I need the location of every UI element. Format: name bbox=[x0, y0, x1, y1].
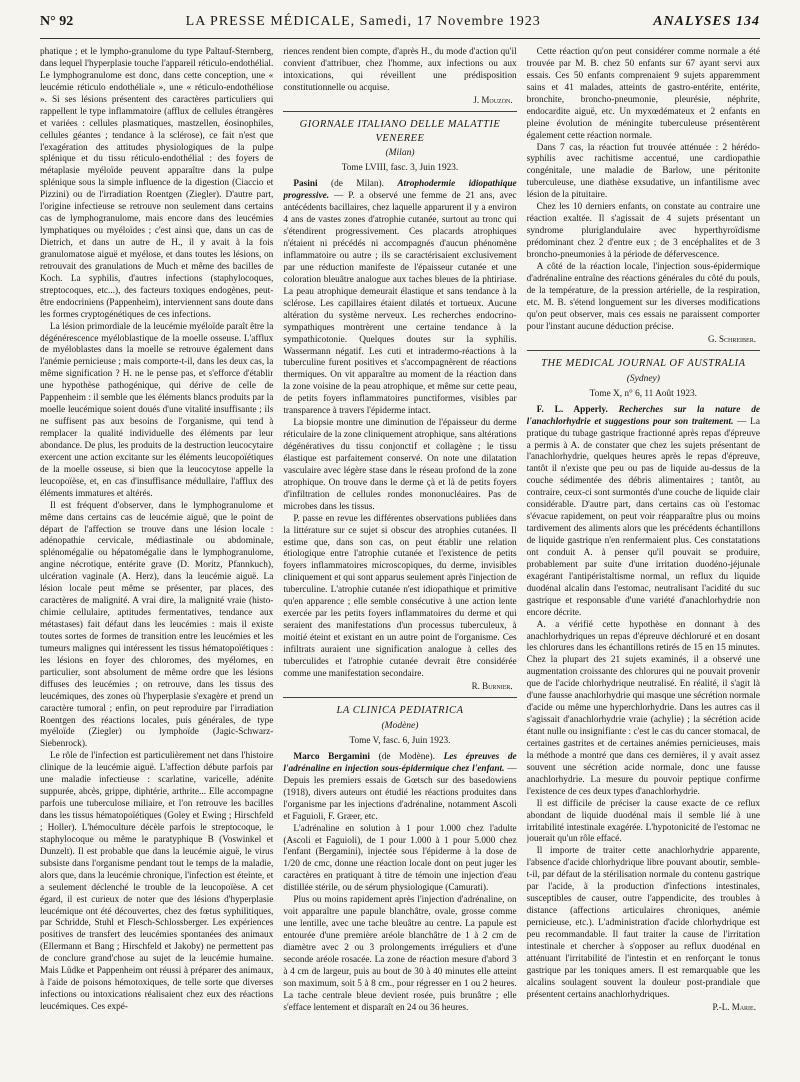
paragraph: Le rôle de l'infection est particulièrement net dans l'histoire clinique de la leucémie aiguë. L'affection débute parfois par une maladie infectieuse : scarlatine, varicelle, adénite suppurée, abcès, grippe, diphtérie, arthrite... Elle accompagne parfois une tuberculose miliaire, et l'on retrouve les bacilles dans les tissus hématopoïétiques (Goley et Ewing ; Hirschfeld ; Holler). L'hémoculture décèle parfois le streptocoque, le staphylocoque ou même le paratyphique B (Voswinkel et Dunzelt). Il est probable que dans la leucémie aiguë, le virus subsiste dans l'organisme pendant tout le temps de la maladie, alors que, dans la leucémie chronique, l'infection est éteinte, et a seulement déclenché le trouble de la leucopoïèse. A cet égard, il est curieux de noter que des lésions d'hyperplasie leucémique ont été découvertes, chez des fœtus syphilitiques, par Schridde, Stuhl et Flesch-Schlossberger. Les expériences positives de transfert des leucémies spontanées des animaux (Ellermann et Bang ; Hirschfeld et Jakoby) ne permettent pas de conclure grand'chose au sujet de la leucémie humaine. Mais Lüdke et Pappenheim ont réussi à préparer des animaux, à l'aide de poisons hémotoxiques, de telle sorte que diverses infections ou intoxications réalisaient chez eux des réactions leucémiques. Ces expé- bbox=[40, 751, 274, 1012]
divider bbox=[283, 697, 516, 698]
column-1 bbox=[40, 47, 273, 1077]
journal-heading: GIORNALE ITALIANO DELLE MALATTIE VENEREE bbox=[299, 119, 501, 144]
article-title: Les épreuves de l'adrénaline en injection sous-épidermique chez l'enfant. bbox=[283, 751, 517, 774]
signature: G. Schreiber. bbox=[708, 333, 756, 344]
paragraph: P. passe en revue les différentes observations publiées dans la littérature sur ce sujet si obscur des atrophies cutanées. Il estime que, dans son cas, on peut établir une relation étiologique entre l'atrophie cutanée et l'existence de petits foyers inflammatoires microscopiques, du derme, invisibles cliniquement et qui sont apparus seulement après l'injection de tuberculine. L'atrophie cutanée n'est idiopathique et primitive qu'en apparence ; elle semble consécutive à une action lente exercée par les petits foyers inflammatoires du derme et qui seraient des manifestations d'un processus tuberculeux, à moitié éteint et existant en un autre point de l'organisme. Ces infiltrats auraient une signification analogue à celles des tuberculides et l'atrophie cutanée devrait être considérée comme une manifestation secondaire. bbox=[283, 513, 517, 679]
article-place: (de Modène). bbox=[378, 751, 435, 762]
paragraph: Il est difficile de préciser la cause exacte de ce reflux abondant de liquide duodénal mais il semble lié à une irritabilité intestinale exagérée. L'hypotonicité de l'estomac ne jouerait qu'un rôle effacé. bbox=[526, 798, 760, 845]
issue-number: N° 92 bbox=[40, 14, 74, 29]
paragraph: riences rendent bien compte, d'après H., du mode d'action qu'il convient d'attribuer, chez l'homme, aux infections ou aux intoxications, qui réveillent une prédisposition constitutionnelle ou acquise. bbox=[283, 47, 517, 93]
paragraph: Plus ou moins rapidement après l'injection d'adrénaline, on voit apparaître une papule blanchâtre, ovale, grosse comme une lentille, avec une tache bleuâtre au centre. La papule est entourée d'une première aréole blanchâtre de 1 à 2 cm de diamètre avec 2 ou 3 prolongements irréguliers et d'une seconde aréole rosacée. La zone de réaction mesure d'abord 3 à 4 cm de largeur, puis au bout de 30 à 40 minutes elle atteint son maximum, soit 5 à 8 cm., pour régresser en 1 ou 2 heures. La tache centrale bleue devient rosée, puis brunâtre ; elle s'efface lentement et disparaît en 24 ou 36 heures. bbox=[283, 895, 517, 1013]
article-text: — La pratique du tubage gastrique fractionné après repas d'épreuve a permis à A. de constater que chez les sujets présentant de l'anachlorhydrie, quelques heures après le repas d'épreuve, tantôt il n'existe que peu ou pas de liquide au-dessus de la couche sédimentée des débris alimentaires ; tantôt, au contraire, ceux-ci sont surmontés d'une couche de liquide clair considérable. D'autre part, dans certains cas où l'estomac s'évacue rapidement, on peut voir réapparaître plus ou moins tardivement des aliments alors que les précédents échantillons de liquide gastrique n'en renfermaient plus. Ces constatations ont conduit A. à penser qu'il pouvait se produire, probablement par suite d'une irritation duodéno-jéjunale exagérant l'antipéristaltisme normal, un reflux du liquide duodénal alcalin dans l'estomac, neutralisant l'acidité du suc gastrique et responsable d'une variété d'anachlorhydrie non encore décrite. bbox=[526, 416, 760, 618]
signature: J. Mouzon. bbox=[473, 94, 513, 105]
journal-heading: LA CLINICA PEDIATRICA bbox=[336, 705, 464, 717]
page-header bbox=[40, 14, 760, 39]
paragraph: La biopsie montre une diminution de l'épaisseur du derme réticulaire de la zone cliniquement atrophique, sans altérations dégénératives du tissu conjonctif et collagène ; le tissu élastique est parfaitement conservé. On note une dilatation vasculaire avec légère stase dans le réseau profond de la zone atrophique. On trouve dans le derme çà et là de petits foyers d'infiltration de cellules rondes mononucléaires. Pas de microbes dans les tissus. bbox=[283, 418, 517, 512]
paragraph: A. a vérifié cette hypothèse en donnant à des anachlorhydriques un repas d'épreuve déchloruré et en dosant les chlorures dans les échantillons retirés de 15 en 15 minutes. Chez la plupart des 21 sujets examinés, il a observé une augmentation croissante des chlorures qui ne pouvait provenir que de l'acide chlorhydrique neutralisé. En réalité, il s'agit là d'une fausse anachlorhydrie qui masque une sécrétion normale d'acide ou même une hyperchlorhydrie. Dans les autres cas il s'agissait d'anachlorhydrie vraie (achylie) ; la sécrétion acide étant nulle ou insignifiante : c'est le cas du cancer stomacal, de certaines gastrites et de certaines anémies pernicieuses, mais la méthode a montré que dans ces dernières, il y avait assez souvent une sécrétion acide normale, donc une fausse anachlorhydrie. La mesure du pouvoir peptique confirme l'existence de ces deux types d'anachlorhydrie. bbox=[526, 619, 760, 797]
journal-city: (Milan) bbox=[385, 148, 415, 159]
article-text: — Depuis les premiers essais de Gœtsch sur des basedowiens (1918), divers auteurs ont étudié les réactions produites dans l'organisme par les injections d'adrénaline, notamment Ascoli et Faguioli, F. Græer, etc. bbox=[283, 763, 517, 822]
paragraph: Cette réaction qu'on peut considérer comme normale a été trouvée par M. B. chez 50 enfants sur 67 ayant servi aux essais. Ces 50 enfants comprenaient 9 sujets apparemment sains et 41 malades, atteints de gastro-entérite, entérite, bronchite, broncho-pneumonie, pleurésie, néphrite, endocardite aiguë, etc. Un myxœdémateux et 2 enfants en pleine évolution de méningite tuberculeuse présentèrent également cette réaction normale. bbox=[526, 47, 760, 141]
article-title: Recherches sur la nature de l'anachlorhydrie et suggestions pour son traitement. bbox=[526, 404, 760, 427]
article-paragraph bbox=[527, 405, 760, 620]
article-author: F. L. Apperly. bbox=[536, 404, 608, 415]
paragraph: La lésion primordiale de la leucémie myéloïde paraît être la dégénérescence myéloblastique de la moelle osseuse. L'afflux de myéloblastes dans la moelle se retrouve également dans l'anémie pernicieuse ; mais comporte-t-il, dans les deux cas, la même signification ? H. ne le pense pas, et s'efforce d'établir une hypothèse pathogénique, qui dérive de celle de Pappenheim : il semble que les éléments blancs produits par la moelle leucémique soient doués d'une vitalité insuffisante ; ils ne suffisent pas aux besoins de l'organisme, qui tend à remplacer la qualité individuelle des éléments par leur abondance. De plus, les produits de la destruction leucocytaire exercent une action excitante sur les éléments leucopoïétiques de la moelle osseuse, si bien que la leucocytose appelle la leucopoïèse, et, en cas d'insuffisance médullaire, l'afflux des éléments immatures et altérés. bbox=[40, 321, 274, 499]
volume-info: Tome X, n° 6, 11 Août 1923. bbox=[589, 388, 697, 399]
journal-heading: THE MEDICAL JOURNAL OF AUSTRALIA bbox=[541, 358, 746, 370]
signature: R. Burnier. bbox=[471, 680, 513, 691]
article-author: Marco Bergamini bbox=[293, 751, 370, 762]
article-paragraph bbox=[283, 752, 516, 824]
columns bbox=[40, 47, 760, 1077]
article-author: Pasini bbox=[293, 179, 318, 190]
article-text: — P. a observé une femme de 21 ans, avec antécédents bacillaires, chez laquelle apparurent il y a environ 4 ans de vastes zones d'atrophie cutanée, surtout au tronc qui s'étendirent progressivement. Ces placards atrophiques n'étaient ni précédés ni accompagnés d'aucun phénomène inflammatoire ou autre ; ils se caractérisaient exclusivement par une réduction manifeste de l'épaisseur cutanée et une coloration bleuâtre analogue aux taches bleues de la phtiriase. La peau atrophique demeurait élastique et sans tendance à la sclérose. Les capillaires étaient dilatés et tortueux. Aucune altération du système nerveux. Les recherches endocrino-sympathiques montrèrent une certaine tendance à la sympathicotonie. Quelques doutes sur la syphilis. Wassermann négatif. Les cuti et intradermo-réactions à la tuberculine furent positives et s'accompagnèrent de réactions thermiques. On vit apparaître au moment de la réaction dans la zone voisine de la peau atrophique, et même sur cette peau, de petits foyers inflammatoires punctiformes, visibles par transparence à travers l'épiderme intact. bbox=[283, 191, 517, 417]
section-label bbox=[653, 14, 760, 30]
paragraph: Dans 7 cas, la réaction fut trouvée atténuée : 2 hérédo-syphilis avec rachitisme accentué, une cardiopathie congénitale, une maladie de Barlow, une péritonite tuberculeuse, une diathèse exsudative, un infantilisme avec lésion de la pituitaire. bbox=[526, 142, 760, 201]
column-2 bbox=[283, 47, 516, 1077]
journal-title: LA PRESSE MÉDICALE, Samedi, 17 Novembre 1923 bbox=[185, 14, 541, 29]
paragraph: Il importe de traiter cette anachlorhydrie apparente, l'absence d'acide chlorhydrique libre pouvant aboutir, semble-t-il, par défaut de la stérilisation normale du contenu gastrique par l'acide, à la production d'infections intestinales, susceptibles de causer, outre l'appendicite, des troubles à distance (affections articulaires chroniques, anémie pernicieuse, etc.). L'administration d'acide chlorhydrique est peu recommandable. Il faut traiter la cause de l'irritation intestinale et chercher à s'opposer au reflux duodénal en atténuant l'irritabilité de l'intestin et en renforçant le tonus gastrique par les toniques amers. Il est remarquable que les alcalins soulagent souvent la douleur post-prandiale que présentent certains anachlorhydriques. bbox=[526, 846, 760, 1000]
journal-city: (Modène) bbox=[381, 720, 419, 731]
paragraph: Chez les 10 derniers enfants, on constate au contraire une réaction exaltée. Il s'agissait de 4 sujets présentant un syndrome pluriglandulaire avec hyperthyroïdisme prédominant chez 2 d'entre eux ; de 3 encéphalites et de 3 broncho-pneumonies à la période de défervescence. bbox=[526, 202, 760, 260]
paragraph: A côté de la réaction locale, l'injection sous-épidermique d'adrénaline entraîne des réactions générales du côté du pouls, de la température, de la pression artérielle, de la respiration, etc. M. B. s'étend longuement sur les diverses modifications qu'on peut observer, mais ces essais ne paraissent comporter pour l'instant aucune déduction précise. bbox=[526, 261, 760, 332]
column-3 bbox=[527, 47, 760, 1077]
article-title: Atrophodermie idiopathique progressive. bbox=[283, 179, 517, 202]
divider bbox=[283, 111, 516, 112]
journal-city: (Sydney) bbox=[626, 373, 660, 384]
divider bbox=[527, 350, 760, 351]
volume-info: Tome LVIII, fasc. 3, Juin 1923. bbox=[341, 163, 459, 174]
paragraph: Il est fréquent d'observer, dans le lymphogranulome et même dans certains cas de leucémie aiguë, que le point de départ de l'affection se trouve dans une lésion locale : adénopathie cervicale, médiastinale ou abdominale, splénomégalie ou hépatomégalie dans le lymphogranulome, angine nécrotique, entérite grave (D. Moritz, Pfannkuch), ulcération vaginale (A. Herz), dans la leucémie aiguë. La lésion locale peut même se présenter, par places, des caractères de malignité. A vrai dire, la malignité vraie (histo-chimie cellulaire, aptitudes fermentatives, tendance aux métastases) fait défaut dans les leucémies : mais il existe toutes sortes de formes de transition entre les leucémies et les tumeurs malignes qui intéressent les tissus hématopoïétiques : les lésions en foyer des chloromes, des myélomes, en particulier, sont absolument de même ordre que les lésions diffuses des leucémies ; on retrouve, dans les tissus des leucémiques, des zones où l'hyperplasie s'exagère et prend un caractère tumoral ; enfin, on peut reproduire par l'irradiation Roentgen des réactions locales, puis générales, de type myéloïde (Ziegler) ou lymphoïde (Jagic-Schwarz-Siebenrock). bbox=[40, 500, 274, 750]
volume-info: Tome V, fasc. 6, Juin 1923. bbox=[349, 736, 451, 747]
paragraph: L'adrénaline en solution à 1 pour 1.000 chez l'adulte (Ascoli et Faguioli), de 1 pour 1.000 à 1 pour 5.000 chez l'enfant (Bergamini), injectée sous l'épiderme à la dose de 1/20 de cmc, donne une réaction locale dont on peut juger les caractères en pratiquant à titre de témoin une injection d'eau distillée stérile, ou de sérum physiologique (Camurati). bbox=[283, 823, 517, 894]
article-paragraph bbox=[283, 179, 516, 418]
article-place: (de Milan). bbox=[331, 179, 384, 190]
paragraph: phatique ; et le lympho-granulome du type Paltauf-Sternberg, dans lequel l'hyperplasie touche l'appareil réticulo-endothélial. Le lymphogranulome est donc, dans cette conception, une « leucémie réticulo endothéliale », une « réticulo-endothéliose ». Si ses lésions présentent des caractères particuliers qui rappellent le type inflammatoire (afflux de cellules étrangères et variées : cellules plasmatiques, mastzellen, éosinophiles, cellules géantes ; tendance à la sclérose), ce fait n'est que l'exagération des attitudes physiologiques de la pulpe splénique et du tissu réticulo-endothélial : des foyers de métaplasie myéloïde peuvent apparaître dans la pulpe splénique sous la simple influence de la digestion (Ciaccio et Pizzini) ou de l'irradiation Roentgen (Ziegler). D'autre part, l'origine infectieuse se retrouve non seulement dans certains cas de lymphogranulome, mais encore dans des leucémies lymphatiques ou myéloïdes ; c'est ainsi que, dans un cas de Dietrich, et dans un autre de H., il y avait à la fois granulomatose aiguë et myélose, et dans toutes les lésions, on retrouvait des granulations de Much et même des bacilles de Koch. La syphilis, d'autres infections (staphylocoques, streptocoques, etc...), des facteurs toxiques endogènes, peut-être endocriniens (Pappenheim), interviennent sans doute dans les formes cryptogénétiques de ces infections. bbox=[40, 47, 274, 320]
signature: P.-L. Marie. bbox=[712, 1001, 756, 1012]
page-number: 134 bbox=[735, 14, 760, 29]
section-name: ANALYSES bbox=[653, 14, 732, 29]
